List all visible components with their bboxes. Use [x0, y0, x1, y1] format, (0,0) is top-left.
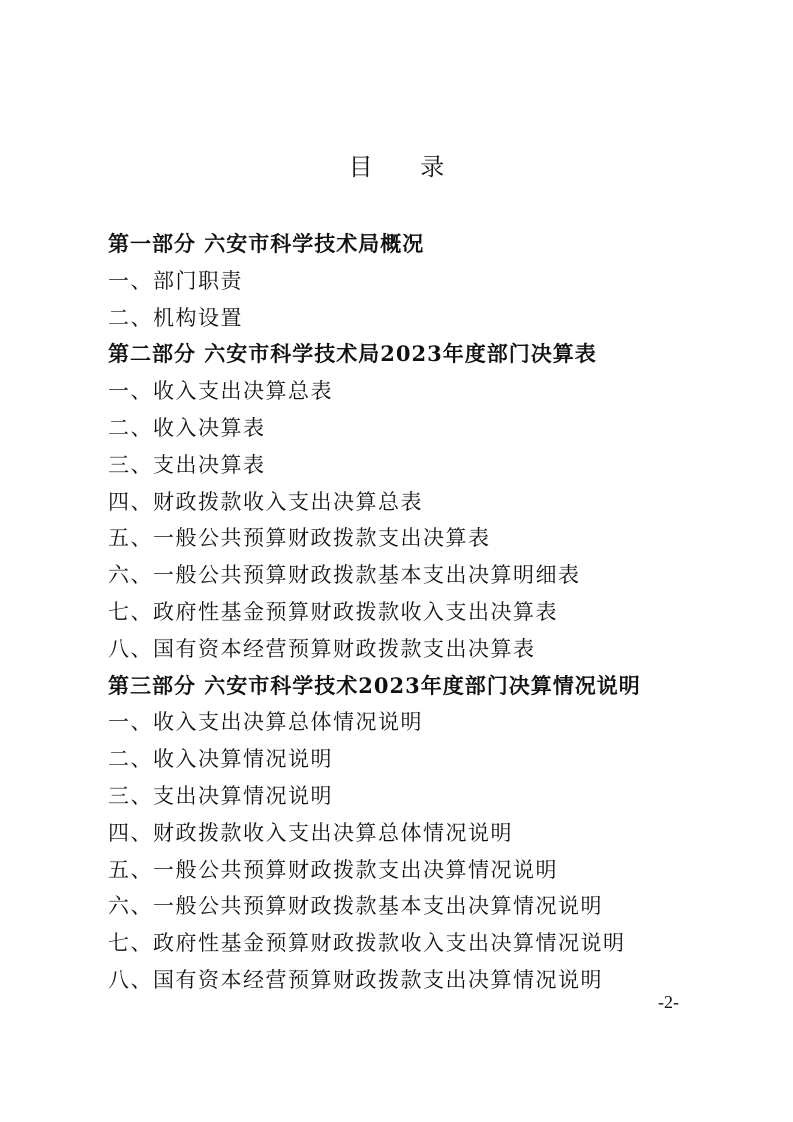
toc-item: 八、国有资本经营预算财政拨款支出决算情况说明 — [108, 967, 603, 992]
toc-part-heading: 第一部分 六安市科学技术局概况 — [108, 231, 425, 256]
toc-item: 三、支出决算情况说明 — [108, 783, 333, 808]
toc-item: 八、国有资本经营预算财政拨款支出决算表 — [108, 636, 536, 661]
toc-item: 七、政府性基金预算财政拨款收入支出决算表 — [108, 599, 558, 624]
table-of-contents — [108, 226, 728, 999]
toc-item: 二、收入决算表 — [108, 415, 266, 440]
toc-item: 六、一般公共预算财政拨款基本支出决算情况说明 — [108, 894, 603, 919]
toc-item: 六、一般公共预算财政拨款基本支出决算明细表 — [108, 563, 581, 588]
toc-item: 七、政府性基金预算财政拨款收入支出决算情况说明 — [108, 931, 626, 956]
toc-item: 二、机构设置 — [108, 305, 243, 330]
toc-part-heading: 第三部分 六安市科学技术2023年度部门决算情况说明 — [108, 672, 641, 698]
toc-item: 三、支出决算表 — [108, 452, 266, 477]
page-title: 目 录 — [348, 153, 465, 181]
toc-item: 一、收入支出决算总表 — [108, 379, 333, 404]
toc-item: 二、收入决算情况说明 — [108, 747, 333, 772]
toc-part-heading: 第二部分 六安市科学技术局2023年度部门决算表 — [108, 341, 597, 367]
toc-item: 一、部门职责 — [108, 268, 243, 293]
toc-item: 四、财政拨款收入支出决算总体情况说明 — [108, 820, 513, 845]
toc-item: 五、一般公共预算财政拨款支出决算情况说明 — [108, 857, 558, 882]
toc-item: 一、收入支出决算总体情况说明 — [108, 710, 423, 735]
toc-item: 四、财政拨款收入支出决算总表 — [108, 489, 423, 514]
toc-item: 五、一般公共预算财政拨款支出决算表 — [108, 526, 491, 551]
page-number: -2- — [658, 992, 679, 1012]
